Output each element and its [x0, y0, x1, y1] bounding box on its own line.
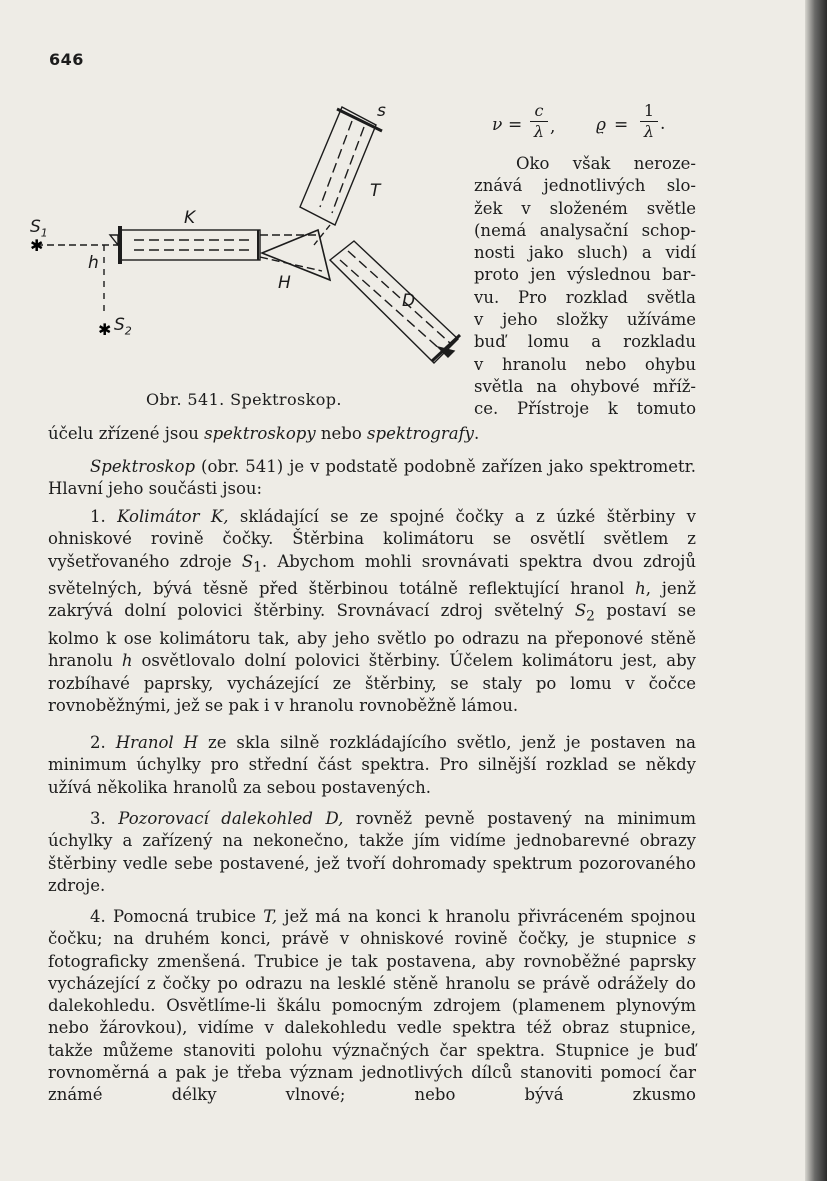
label-D: D	[402, 291, 416, 311]
comparison-prism	[110, 235, 118, 245]
formula-nu: ν	[492, 115, 503, 135]
page-number: 646	[49, 50, 84, 69]
figure-caption: Obr. 541. Spektroskop.	[146, 390, 342, 409]
formula-lambda-1: λ	[533, 122, 545, 141]
item-2-term: Hranol H	[115, 733, 199, 752]
intro-term: Spektroskop	[90, 457, 196, 476]
collimator-tube	[120, 230, 260, 260]
formula-rho: ϱ	[596, 115, 606, 135]
main-prism	[262, 230, 330, 280]
item-2-paragraph: 2. Hranol H ze skla silně rozkládajícího světlo, jenž je postaven na minimum úchylky pro střední část spektra. Pro silnější rozklad se někdy užívá několika hranolů za sebou postavených.	[48, 733, 696, 797]
star-symbol-s1: ✱	[30, 236, 44, 255]
scale-tube	[300, 107, 376, 225]
term-spektroskopy: spektroskopy	[204, 424, 316, 443]
side-line: nosti jako sluch) a vidí	[474, 243, 696, 263]
side-line: v hranolu nebo ohybu	[474, 354, 696, 374]
spectroscope-figure	[30, 95, 470, 415]
intro-paragraph: Spektroskop (obr. 541) je v podstatě podobně zařízen jako spektrometr. Hlavní jeho součásti jsou:	[48, 457, 696, 499]
telescope-tube	[330, 241, 458, 363]
side-line: (nemá analysační schop-	[474, 220, 696, 240]
formula-comma: ,	[550, 117, 556, 137]
star-symbol-s2: ✱	[98, 320, 112, 339]
item-3-paragraph: 3. Pozorovací dalekohled D, rovněž pevně postavený na minimum úchylky a zařízený na nekonečno, takže jím vidíme jednobarevné obrazy štěrbiny vedle sebe postavené, jež tvoří dohromady spektrum pozorovaného zdroje.	[48, 809, 696, 895]
side-text-column	[474, 153, 696, 421]
item-3-term: Pozorovací dalekohled D,	[118, 809, 344, 828]
side-line: buď lomu a rozkladu	[474, 332, 696, 352]
side-line: v jeho složky užíváme	[474, 310, 696, 330]
term-spektrografy: spektrografy	[367, 424, 475, 443]
book-spine-shadow	[805, 0, 827, 1181]
formula-equals-1: =	[508, 115, 523, 135]
item-4-term: T,	[263, 907, 278, 926]
formula-one: 1	[643, 101, 655, 120]
formula-c: c	[534, 101, 544, 120]
item-1-paragraph: 1. Kolimátor K, skládající se ze spojné čočky a z úzké štěrbiny v ohniskové rovině čočky. Štěrbina kolimátoru se osvětlí světlem z vyšetřovaného zdroje $S_1$. Abychom mohli srovnávati spektra dvou zdrojů světelných, bývá těsně před štěrbinou totálně reflektující hranol h, jenž zakrývá dolní polovici štěrbiny. Srovnávací zdroj světelný $S_2$ postaví se kolmo k ose kolimátoru tak, aby jeho světlo po odrazu na přeponové stěně hranolu h osvětlovalo dolní polovici štěrbiny. Účelem kolimátoru jest, aby rozbíhavé paprsky, vycházející ze štěrbiny, se staly po lomu v čočce rovnoběžnými, jež se pak i v hranolu rovnoběžně lámou.	[48, 507, 697, 715]
item-4-paragraph: 4. Pomocná trubice T, jež má na konci k hranolu přivráceném spojnou čočku; na druhém konci, právě v ohniskové rovině čočky, je stupnice s fotograficky zmenšená. Trubice je tak postavena, aby rovnoběžné paprsky vycházející z čočky po odrazu na lesklé stěně hranolu se právě odrážely do dalekohledu. Osvětlíme-li škálu pomocným zdrojem (plamenem plynovým nebo žárovkou), vidíme v dalekohledu vedle spektra též obraz stupnice, takže můžeme stanoviti polohu význačných čar spektra. Stupnice je buď rovnoměrná a pak je třeba význam jednotlivých dílců stanoviti pomocí čar známé délky vlnové; nebo bývá zkusmo	[48, 907, 696, 1105]
formula-fraction-c-lambda	[530, 102, 548, 141]
continuation-line: účelu zřízené jsou spektroskopy nebo spektrografy.	[48, 424, 480, 443]
label-S2: $S_2$	[114, 315, 132, 338]
side-line: vu. Pro rozklad světla	[474, 287, 696, 307]
formula-period: .	[660, 114, 666, 134]
side-line: ce. Přístroje k tomuto	[474, 399, 696, 419]
formula-lambda-2: λ	[643, 122, 655, 141]
label-T: T	[370, 181, 381, 201]
formula-equals-2: =	[614, 115, 629, 135]
formula-fraction-1-lambda	[640, 102, 658, 141]
item-1-term: Kolimátor K,	[117, 507, 229, 526]
label-S1: $S_1$	[30, 217, 48, 240]
side-line: znává jednotlivých slo-	[474, 176, 696, 196]
formula	[492, 102, 702, 150]
label-H: H	[278, 273, 291, 293]
label-s: s	[377, 101, 386, 121]
side-line: světla na ohybové mříž-	[474, 376, 696, 396]
label-h: h	[88, 253, 99, 273]
side-line: žek v složeném světle	[474, 198, 696, 218]
side-line: proto jen výslednou bar-	[474, 265, 696, 285]
label-K: K	[184, 208, 196, 228]
side-line: Oko však neroze-	[516, 154, 696, 173]
